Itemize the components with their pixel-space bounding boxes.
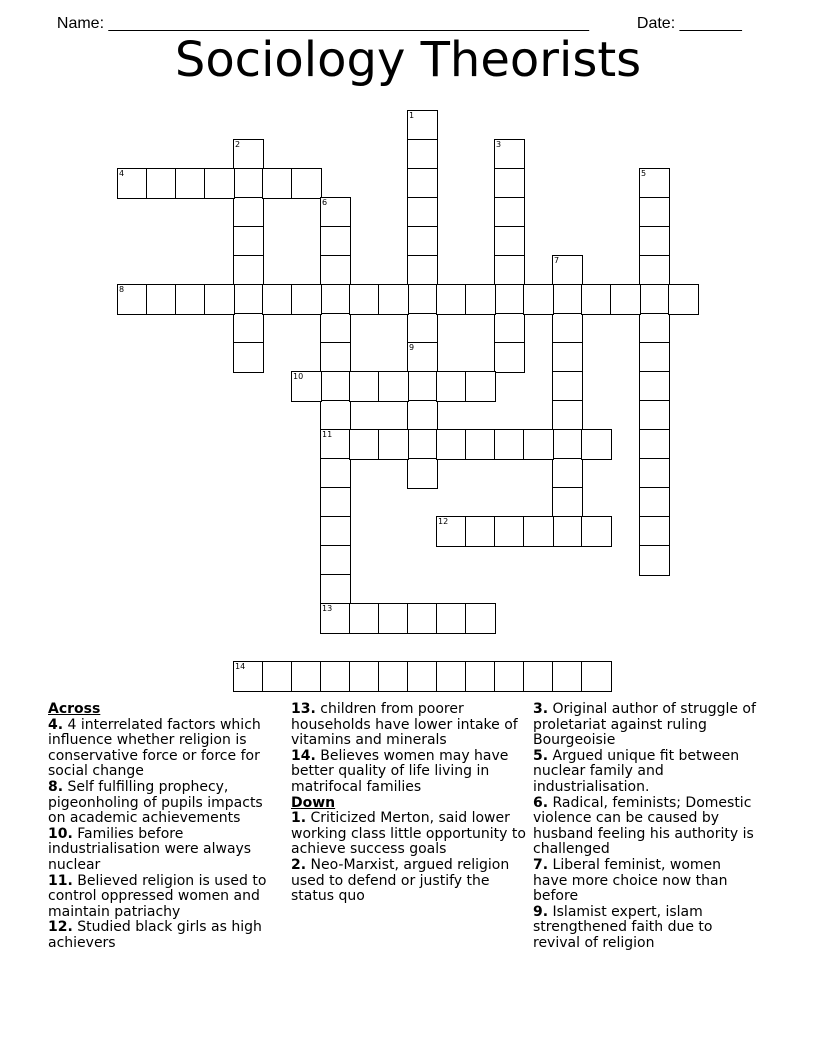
clue-text: Families before industrialisation were always nuclear: [48, 825, 252, 873]
clue-item: [533, 749, 759, 796]
crossword-cell[interactable]: [407, 197, 438, 228]
crossword-cell[interactable]: [494, 342, 525, 373]
clue-number: 6: [322, 198, 328, 207]
crossword-cell[interactable]: [320, 516, 351, 547]
crossword-cell[interactable]: [494, 226, 525, 257]
crossword-cell[interactable]: [465, 429, 496, 460]
clue-number-label: 8.: [48, 778, 64, 795]
crossword-cell[interactable]: [436, 371, 467, 402]
crossword-cell[interactable]: [552, 255, 583, 286]
crossword-cell[interactable]: [204, 284, 235, 315]
crossword-cell[interactable]: [465, 516, 496, 547]
crossword-cell[interactable]: [320, 197, 351, 228]
clue-number-label: 9.: [533, 903, 549, 920]
clue-number-label: 3.: [533, 701, 549, 717]
clue-text: Radical, feminists; Domestic violence can be caused by husband feeling his authority is challenged: [533, 794, 754, 858]
crossword-cell[interactable]: [494, 139, 525, 170]
clue-item: [48, 718, 280, 780]
crossword-cell[interactable]: [320, 255, 351, 286]
crossword-cell[interactable]: [639, 371, 670, 402]
crossword-cell[interactable]: [407, 429, 438, 460]
crossword-cell[interactable]: [552, 429, 583, 460]
crossword-cell[interactable]: [233, 342, 264, 373]
crossword-cell[interactable]: [436, 429, 467, 460]
clues-column-2: [291, 702, 527, 905]
clue-number: 10: [293, 372, 304, 381]
crossword-cell[interactable]: [117, 284, 148, 315]
clue-number-label: 4.: [48, 716, 64, 733]
clue-item: [48, 827, 280, 874]
clue-text: Original author of struggle of proletariat against ruling Bourgeoisie: [533, 701, 756, 749]
crossword-cell[interactable]: [639, 226, 670, 257]
crossword-cell[interactable]: [320, 458, 351, 489]
crossword-cell[interactable]: [523, 429, 554, 460]
clue-text: Studied black girls as high achievers: [48, 919, 262, 951]
crossword-cell[interactable]: [291, 661, 322, 692]
crossword-cell[interactable]: [639, 197, 670, 228]
crossword-cell[interactable]: [407, 255, 438, 286]
crossword-cell[interactable]: [378, 661, 409, 692]
crossword-cell[interactable]: [494, 284, 525, 315]
crossword-cell[interactable]: [552, 458, 583, 489]
clue-number-label: 1.: [291, 810, 307, 827]
crossword-cell[interactable]: [378, 371, 409, 402]
clue-number: 14: [235, 662, 246, 671]
crossword-cell[interactable]: [552, 400, 583, 431]
clue-text: Islamist expert, islam strengthened faith due to revival of religion: [533, 903, 713, 951]
crossword-cell[interactable]: [465, 284, 496, 315]
crossword-cell[interactable]: [407, 458, 438, 489]
clue-item: [533, 858, 759, 905]
crossword-cell[interactable]: [320, 371, 351, 402]
crossword-cell[interactable]: [639, 168, 670, 199]
crossword-cell[interactable]: [320, 313, 351, 344]
clue-item: [533, 796, 759, 858]
crossword-cell[interactable]: [610, 284, 641, 315]
clue-number: 8: [119, 285, 125, 294]
crossword-cell[interactable]: [465, 371, 496, 402]
clue-text: children from poorer households have lower intake of vitamins and minerals: [291, 701, 518, 749]
crossword-cell[interactable]: [320, 429, 351, 460]
crossword-cell[interactable]: [378, 603, 409, 634]
crossword-cell[interactable]: [436, 661, 467, 692]
clue-section-heading: Down: [291, 794, 336, 811]
clue-text: Believed religion is used to control oppressed women and maintain patriachy: [48, 872, 267, 920]
crossword-cell[interactable]: [639, 400, 670, 431]
crossword-cell[interactable]: [407, 661, 438, 692]
date-label: Date:: [636, 15, 680, 32]
crossword-cell[interactable]: [320, 400, 351, 431]
clues-column-1: [48, 702, 280, 952]
crossword-cell[interactable]: [233, 313, 264, 344]
crossword-cell[interactable]: [668, 284, 699, 315]
crossword-cell[interactable]: [552, 371, 583, 402]
clue-number-label: 10.: [48, 825, 73, 842]
crossword-cell[interactable]: [552, 661, 583, 692]
clue-number-label: 5.: [533, 747, 549, 764]
clue-text: Liberal feminist, women have more choice now than before: [533, 856, 728, 905]
crossword-cell[interactable]: [639, 284, 670, 315]
crossword-cell[interactable]: [494, 168, 525, 199]
crossword-cell[interactable]: [117, 168, 148, 199]
clue-item: [291, 749, 527, 796]
crossword-cell[interactable]: [639, 342, 670, 373]
crossword-cell[interactable]: [407, 110, 438, 141]
clue-item: [291, 702, 527, 749]
crossword-cell[interactable]: [436, 516, 467, 547]
name-line: ______________________________________________________: [108, 15, 589, 32]
crossword-cell[interactable]: [378, 284, 409, 315]
date-line: _______: [679, 15, 742, 32]
crossword-cell[interactable]: [407, 168, 438, 199]
crossword-cell[interactable]: [494, 255, 525, 286]
clue-item: [533, 702, 759, 749]
crossword-cell[interactable]: [349, 371, 380, 402]
clue-number: 13: [322, 604, 333, 613]
crossword-cell[interactable]: [349, 429, 380, 460]
crossword-cell[interactable]: [494, 197, 525, 228]
crossword-cell[interactable]: [320, 487, 351, 518]
crossword-cell[interactable]: [639, 487, 670, 518]
clue-text: 4 interrelated factors which influence whether religion is conservative force or force for social change: [48, 716, 261, 780]
crossword-cell[interactable]: [436, 603, 467, 634]
crossword-cell[interactable]: [552, 313, 583, 344]
clue-item: [48, 920, 280, 951]
crossword-cell[interactable]: [639, 516, 670, 547]
clue-number: 5: [641, 169, 647, 178]
crossword-cell[interactable]: [407, 342, 438, 373]
crossword-cell[interactable]: [233, 226, 264, 257]
crossword-cell[interactable]: [349, 661, 380, 692]
crossword-cell[interactable]: [552, 342, 583, 373]
crossword-cell[interactable]: [494, 313, 525, 344]
crossword-cell[interactable]: [523, 661, 554, 692]
name-label: Name:: [56, 15, 109, 32]
crossword-cell[interactable]: [262, 284, 293, 315]
crossword-cell[interactable]: [407, 400, 438, 431]
crossword-cell[interactable]: [291, 371, 322, 402]
clue-number: 3: [496, 140, 502, 149]
clue-item: [48, 874, 280, 921]
clue-number-label: 12.: [48, 919, 73, 936]
crossword-cell[interactable]: [204, 168, 235, 199]
crossword-cell[interactable]: [581, 284, 612, 315]
crossword-cell[interactable]: [262, 168, 293, 199]
crossword-cell[interactable]: [465, 661, 496, 692]
clue-number: 7: [554, 256, 560, 265]
clue-number-label: 7.: [533, 856, 549, 873]
clue-number-label: 11.: [48, 872, 73, 889]
clue-number-label: 6.: [533, 794, 549, 811]
crossword-cell[interactable]: [320, 603, 351, 634]
crossword-cell[interactable]: [407, 603, 438, 634]
crossword-cell[interactable]: [320, 226, 351, 257]
crossword-cell[interactable]: [291, 284, 322, 315]
crossword-cell[interactable]: [407, 313, 438, 344]
crossword-cell[interactable]: [233, 168, 264, 199]
clue-number-label: 13.: [291, 701, 316, 717]
crossword-cell[interactable]: [175, 168, 206, 199]
clue-text: Neo-Marxist, argued religion used to defend or justify the status quo: [291, 856, 510, 905]
crossword-cell[interactable]: [552, 516, 583, 547]
clue-item: [291, 811, 527, 858]
crossword-cell[interactable]: [407, 284, 438, 315]
crossword-cell[interactable]: [407, 139, 438, 170]
crossword-cell[interactable]: [494, 516, 525, 547]
crossword-cell[interactable]: [639, 313, 670, 344]
crossword-cell[interactable]: [233, 139, 264, 170]
clue-item: [48, 780, 280, 827]
clue-number: 1: [409, 111, 415, 120]
crossword-cell[interactable]: [639, 458, 670, 489]
crossword-cell[interactable]: [320, 284, 351, 315]
crossword-cell[interactable]: [581, 516, 612, 547]
clue-number: 12: [438, 517, 449, 526]
crossword-cell[interactable]: [146, 168, 177, 199]
crossword-cell[interactable]: [407, 226, 438, 257]
crossword-cell[interactable]: [523, 284, 554, 315]
crossword-cell[interactable]: [233, 255, 264, 286]
crossword-cell[interactable]: [639, 255, 670, 286]
crossword-cell[interactable]: [233, 284, 264, 315]
clue-text: Argued unique fit between nuclear family and industrialisation.: [533, 747, 740, 795]
crossword-cell[interactable]: [639, 545, 670, 576]
crossword-cell[interactable]: [639, 429, 670, 460]
crossword-cell[interactable]: [175, 284, 206, 315]
clue-number: 11: [322, 430, 333, 439]
crossword-cell[interactable]: [523, 516, 554, 547]
clue-text: Criticized Merton, said lower working class little opportunity to achieve success goals: [291, 810, 526, 858]
clue-number: 9: [409, 343, 415, 352]
crossword-cell[interactable]: [233, 661, 264, 692]
crossword-cell[interactable]: [436, 284, 467, 315]
clue-number: 4: [119, 169, 125, 178]
crossword-cell[interactable]: [552, 284, 583, 315]
clue-number-label: 2.: [291, 856, 307, 873]
clue-text: Self fulfilling prophecy, pigeonholing of pupils impacts on academic achievements: [48, 778, 263, 827]
crossword-cell[interactable]: [291, 168, 322, 199]
crossword-cell[interactable]: [465, 603, 496, 634]
crossword-cell[interactable]: [262, 661, 293, 692]
clue-number-label: 14.: [291, 747, 316, 764]
crossword-cell[interactable]: [320, 342, 351, 373]
crossword-cell[interactable]: [581, 429, 612, 460]
crossword-cell[interactable]: [494, 429, 525, 460]
clues-column-3: [533, 702, 759, 952]
page-title: Sociology Theorists: [174, 32, 642, 88]
crossword-cell[interactable]: [320, 574, 351, 605]
clue-number: 2: [235, 140, 241, 149]
crossword-cell[interactable]: [349, 603, 380, 634]
clue-item: [533, 905, 759, 952]
crossword-cell[interactable]: [407, 371, 438, 402]
clue-item: [291, 858, 527, 905]
clue-section-heading: Across: [48, 701, 101, 717]
crossword-cell[interactable]: [320, 545, 351, 576]
crossword-cell[interactable]: [378, 429, 409, 460]
crossword-cell[interactable]: [146, 284, 177, 315]
crossword-cell[interactable]: [320, 661, 351, 692]
crossword-cell[interactable]: [233, 197, 264, 228]
crossword-cell[interactable]: [349, 284, 380, 315]
crossword-cell[interactable]: [494, 661, 525, 692]
clue-text: Believes women may have better quality of life living in matrifocal families: [291, 747, 509, 795]
crossword-cell[interactable]: [552, 487, 583, 518]
crossword-cell[interactable]: [581, 661, 612, 692]
